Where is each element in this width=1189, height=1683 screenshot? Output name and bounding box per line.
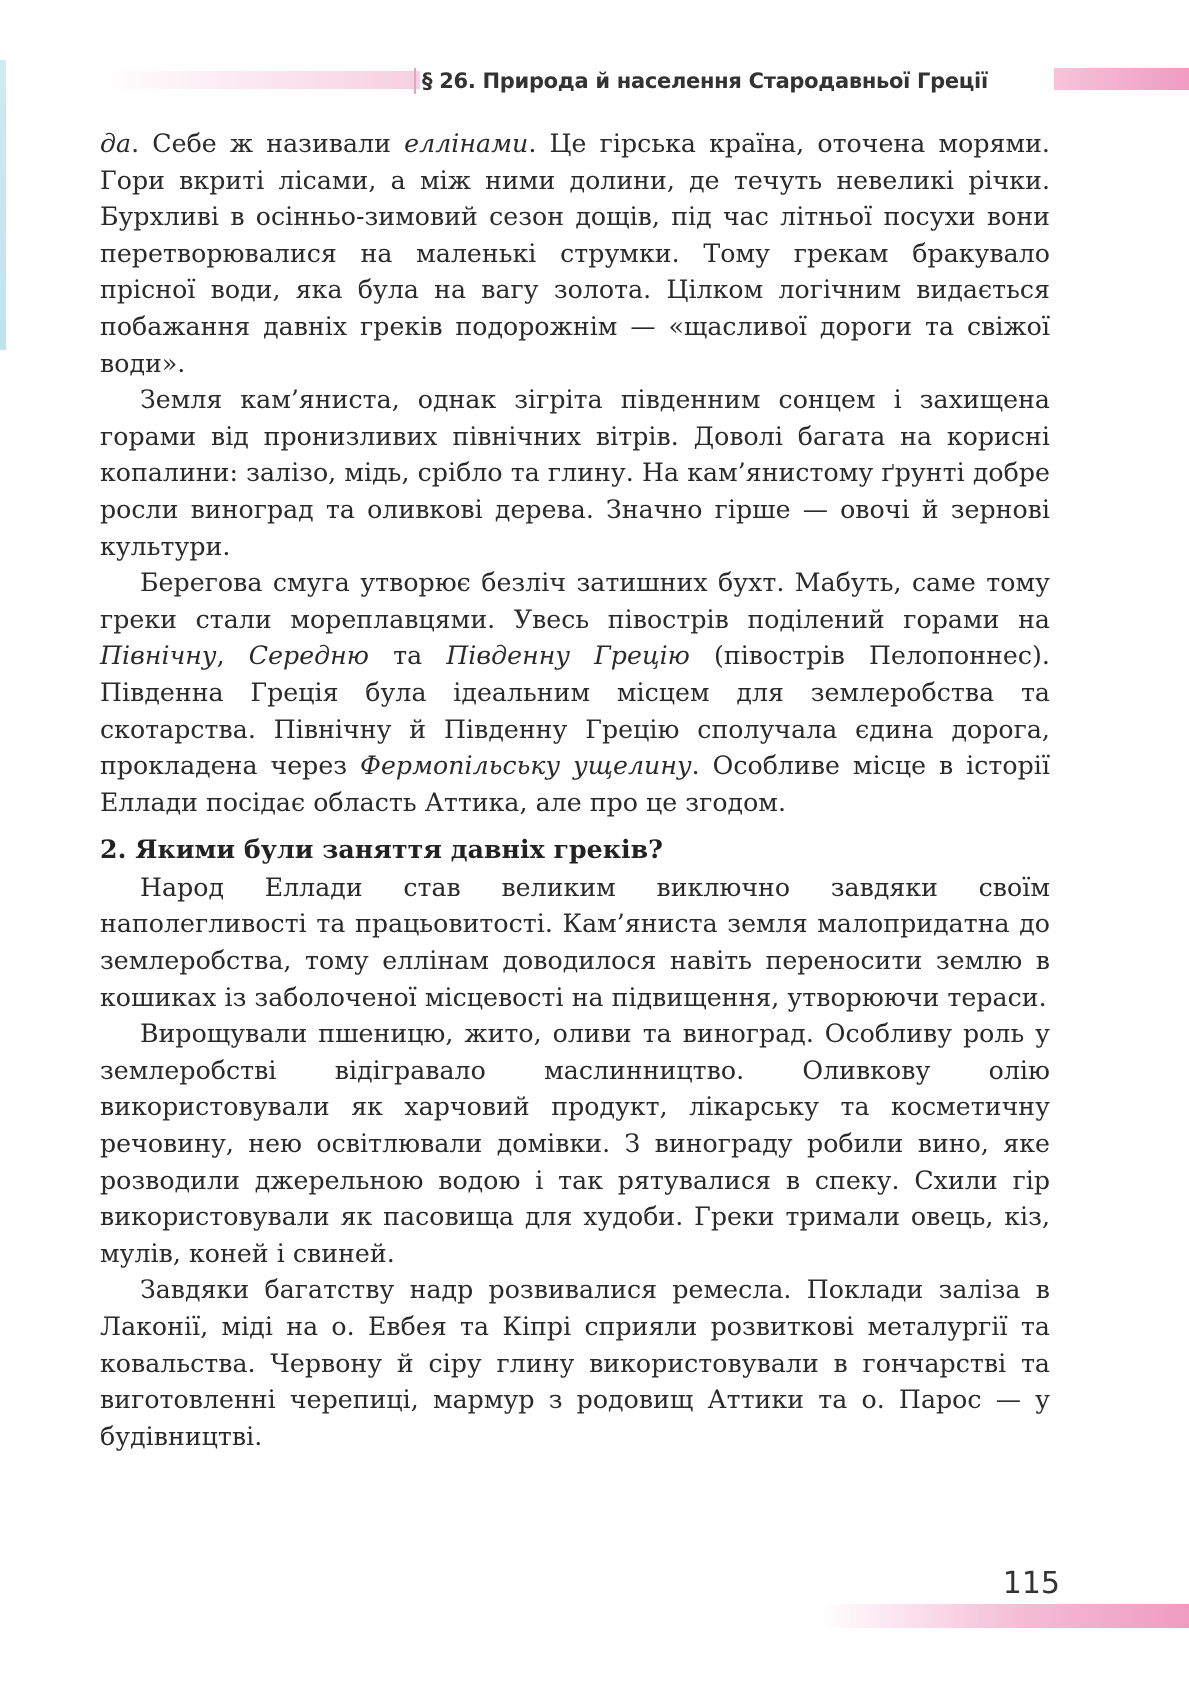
footer-decor-band [820,1604,1189,1628]
header-separator [414,68,416,94]
paragraph-5: Вирощували пшеницю, жито, оливи та виноград. Особливу роль у землеробстві відігравало маслинництво. Оливкову олію використовували як харчовий продукт, лікарську та косметичну речовину, нею освітлювали домівки. З винограду робили вино, яке розводили джерельною водою і так рятувалися в спеку. Схили гір використовували як пасовища для худоби. Греки тримали овець, кіз, мулів, коней і свиней. [100,1019,1050,1268]
text-run: . Особливе місце в історії Еллади посідає область Аттика, але про це згодом. [100,751,1050,817]
text-run: . Себе ж називали [131,129,405,158]
italic-term: Середню [248,641,370,671]
section-title: § 26. Природа й населення Стародавньої Греції [422,69,988,93]
paragraph-3 [100,565,1050,821]
page-number: 115 [1002,1566,1060,1601]
left-edge-decoration [0,60,6,350]
paragraph-1 [100,126,1050,382]
page-content [100,126,1050,1455]
text-run: , [216,641,249,671]
page-header [0,64,1189,98]
italic-term: да [100,129,132,158]
italic-term: еллінами [404,129,529,158]
italic-term: Фермопільську ущелину [360,751,692,781]
paragraph-2: Земля кам’яниста, однак зігріта південним сонцем і захищена горами від пронизливих північних вітрів. Доволі багата на корисні копалини: залізо, мідь, срібло та глину. На кам’янистому ґрунті добре росли виноград та оливкові дерева. Значно гірше — овочі й зернові культури. [100,385,1050,561]
header-decor-band-right [1054,68,1189,90]
text-run: . Це гірська країна, оточена морями. Гори вкриті лісами, а між ними долини, де течуть невеликі річки. Бурхливі в осінньо-зимовий сезон дощів, під час літньої посухи вони перетворювалися на маленькі струмки. Тому грекам бракувало прісної води, яка була на вагу золота. Цілком логічним видається побажання давніх греків подорожнім — «щасливої дороги та свіжої води». [100,129,1050,378]
italic-term: Північну [100,641,217,671]
header-decor-band-left [100,71,420,89]
italic-term: Південну Грецію [446,641,690,671]
text-run: та [369,641,447,671]
paragraph-4: Народ Еллади став великим виключно завдяки своїм наполегливості та працьовитості. Кам’яниста земля малопридатна до землеробства, тому еллінам доводилося навіть переносити землю в кошиках із заболоченої місцевості на підвищення, утворюючи тераси. [100,872,1050,1012]
subsection-heading: 2. Якими були заняття давніх греків? [100,834,663,865]
text-run: (півострів Пелопоннес). Південна Греція була ідеальним місцем для землеробства та скотарства. Північну й Південну Грецію сполучала єдина дорога, прокладена через [100,641,1050,781]
text-run: Берегова смуга утворює безліч затишних бухт. Мабуть, саме тому греки стали мореплавцями. Увесь півострів поділений горами на [100,568,1050,634]
paragraph-6: Завдяки багатству надр розвивалися ремесла. Поклади заліза в Лаконії, міді на о. Евбея та Кіпрі сприяли розвиткові металургії та ковальства. Червону й сіру глину використовували в гончарстві та виготовленні черепиці, мармур з родовищ Аттики та о. Парос — у будівництві. [100,1275,1050,1451]
